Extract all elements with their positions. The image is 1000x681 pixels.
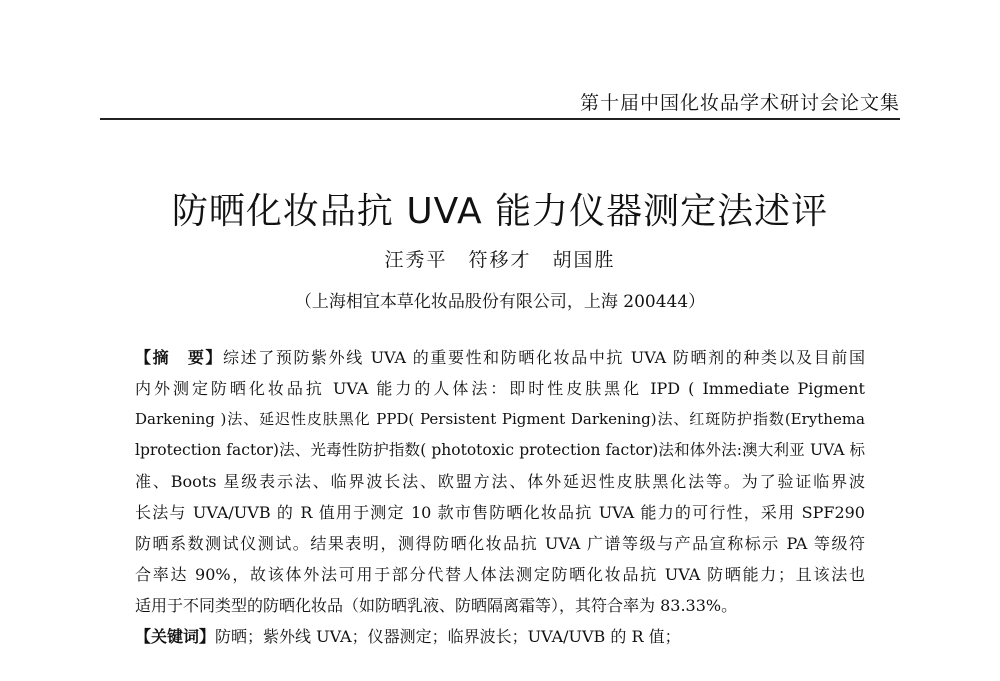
abstract-line-1 [135, 342, 865, 373]
paper-title: 防晒化妆品抗 UVA 能力仪器测定法述评 [171, 191, 829, 232]
abstract-line-5: 准、Boots 星级表示法、临界波长法、欧盟方法、体外延迟性皮肤黑化法等。为了验证临界波 [135, 472, 865, 491]
abstract-line-4: lprotection factor)法、光毒性防护指数( phototoxic protection factor)法和体外法:澳大利亚 UVA 标 [135, 441, 865, 459]
abstract-line-8: 合率达 90%，故该体外法可用于部分代替人体法测定防晒化妆品抗 UVA 防晒能力；且该法也 [135, 565, 865, 584]
keywords [135, 621, 865, 652]
abstract-line-7: 防晒系数测试仪测试。结果表明，测得防晒化妆品抗 UVA 广谱等级与产品宣称标示 PA 等级符 [135, 534, 865, 553]
keywords-text: 防晒；紫外线 UVA；仪器测定；临界波长；UVA/UVB 的 R 值； [215, 627, 681, 646]
paper-affiliation: （上海相宜本草化妆品股份有限公司，上海 200444） [294, 292, 706, 312]
abstract-line-9: 适用于不同类型的防晒化妆品（如防晒乳液、防晒隔离霜等），其符合率为 83.33%。 [135, 596, 738, 615]
header-rule [100, 118, 900, 120]
abstract-line-2: 内外测定防晒化妆品抗 UVA 能力的人体法：即时性皮肤黑化 IPD ( Immediate Pigment [135, 379, 865, 398]
abstract-label: 【摘 要】 [135, 348, 224, 367]
abstract-line-text: 综述了预防紫外线 UVA 的重要性和防晒化妆品中抗 UVA 防晒剂的种类以及目前国 [223, 348, 865, 367]
running-header: 第十届中国化妆品学术研讨会论文集 [579, 92, 900, 114]
abstract-line-3: Darkening )法、延迟性皮肤黑化 PPD( Persistent Pigment Darkening)法、红斑防护指数(Erythema [135, 410, 865, 428]
abstract [135, 342, 865, 621]
keywords-label: 【关键词】 [135, 627, 216, 646]
paper-authors: 汪秀平 符移才 胡国胜 [384, 249, 616, 271]
abstract-line-6: 长法与 UVA/UVB 的 R 值用于测定 10 款市售防晒化妆品抗 UVA 能力的可行性，采用 SPF290 [135, 503, 865, 522]
